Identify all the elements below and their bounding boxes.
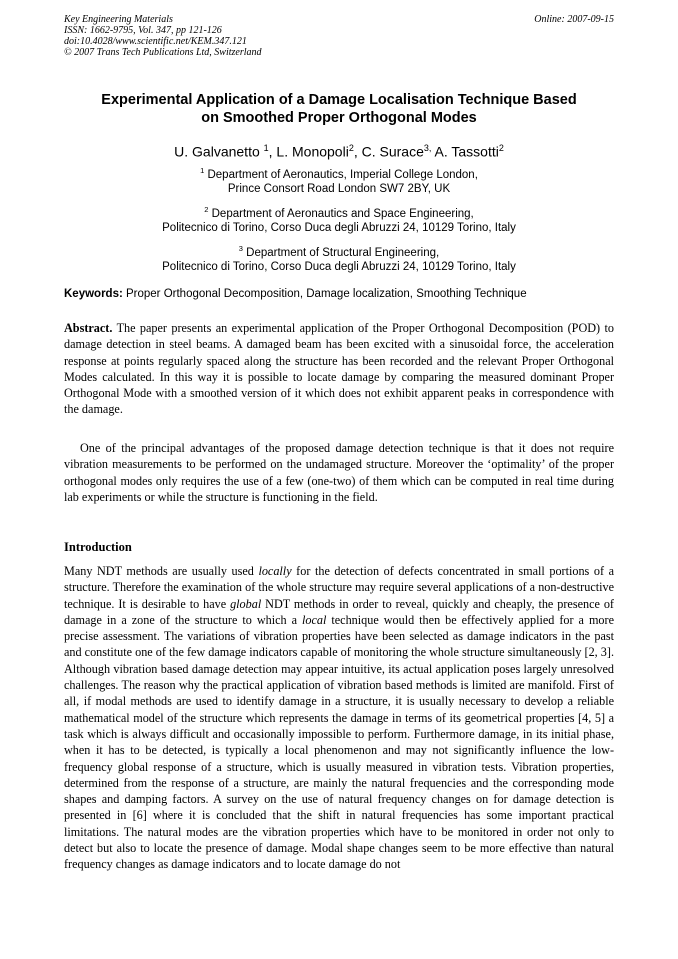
author-2: , L. Monopoli	[268, 143, 349, 160]
intro-text-3: NDT methods in order to reveal, quickly and cheaply, the presence of damage in a zone of the structure to which a	[64, 596, 614, 627]
journal-header	[64, 14, 614, 58]
paper-title	[64, 91, 614, 127]
affiliation-3-marker: 3	[238, 244, 243, 254]
intro-emph-global: global	[230, 596, 262, 611]
affiliation-2-marker: 2	[204, 205, 209, 215]
author-2-affil: 2	[348, 143, 354, 153]
summary-paragraph: One of the principal advantages of the proposed damage detection technique is that it does not require vibration measurements to be performed on the undamaged structure. Moreover the ‘optimality’ of the proper orthogonal modes only requires the use of a few (one-two) of them which can be computed in real time during lab experiments or while the structure is functioning in the field.	[64, 441, 614, 504]
affiliation-3-line1: Department of Structural Engineering,	[242, 246, 440, 259]
author-1-affil: 1	[263, 143, 269, 153]
affiliation-1-line2: Prince Consort Road London SW7 2BY, UK	[227, 183, 451, 196]
doi-line: doi:10.4028/www.scientific.net/KEM.347.121	[64, 36, 247, 47]
section-heading-introduction: Introduction	[64, 540, 132, 554]
keywords	[64, 287, 614, 301]
affiliation-1	[64, 164, 614, 197]
intro-text-2: for the detection of defects concentrated in small portions of a structure. Therefore the examination of the whole structure may require several applications of a non-destructive technique. It is desirable to have	[64, 564, 615, 611]
author-4: A. Tassotti	[431, 143, 499, 160]
author-1: U. Galvanetto	[174, 143, 264, 160]
journal-name: Key Engineering Materials	[64, 14, 173, 25]
intro-emph-local: local	[302, 612, 327, 627]
affiliation-3	[64, 242, 614, 275]
keywords-label: Keywords:	[64, 288, 123, 300]
author-list	[64, 139, 614, 161]
header-meta	[64, 14, 614, 58]
introduction-text	[64, 563, 614, 873]
affiliation-2-line1: Department of Aeronautics and Space Engineering,	[208, 207, 474, 220]
abstract	[64, 320, 614, 418]
copyright-line: © 2007 Trans Tech Publications Ltd, Switzerland	[64, 47, 262, 58]
affiliation-1-line1: Department of Aeronautics, Imperial College London,	[204, 168, 478, 181]
intro-text-4: technique would then be effectively applied for a more precise assessment. The variations of vibration properties have been selected as damage indicators in the past and constitute one of the few damage indicators capable of monitoring the whole structure simultaneously [2, 3]. Although vibration based damage detection may appear intuitive, its actual application poses largely unresolved challenges. The reason why the practical application of vibration based methods is limited are manifold. First of all, if modal methods are used to identify damage in a structure, it is usually necessary to develop a reliable mathematical model of the structure which represents the damage in terms of its geometrical properties [4, 5] a task which is always difficult and occasionally impossible to perform. Furthermore damage, in its initial phase, when it has to be detected, is typically a local phenomenon and may not significantly influence the low-frequency global response of a structure, which is usually measured in vibration tests. Vibration properties, determined from the response of a structure, are mainly the natural frequencies and the corresponding mode shapes and damping factors. A survey on the use of natural frequency changes on for damage detection is presented in [6] where it is concluded that the shift in natural frequencies has some important practical limitations. The natural modes are the vibration properties which have to be monitored in order not only to detect but also to locate the presence of damage. Modal shape changes seem to be more effective than natural frequency changes as damage indicators and to locate damage do not	[64, 612, 614, 872]
intro-emph-locally: locally	[258, 564, 292, 578]
online-date: Online: 2007-09-15	[534, 14, 614, 25]
intro-text-1: Many NDT methods are usually used	[64, 564, 259, 578]
affiliation-2	[64, 203, 614, 236]
affiliations	[64, 164, 614, 281]
author-3: , C. Surace	[353, 143, 424, 160]
author-3-affil: 3,	[423, 143, 432, 153]
abstract-text: The paper presents an experimental application of the Proper Orthogonal Decomposition (POD) to damage detection in steel beams. A damaged beam has been excited with a sinusoidal force, the acceleration response at points regularly spaced along the structure has been recorded and the relevant Proper Orthogonal Modes calculated. In this way it is possible to locate damage by comparing the measured dominant Proper Orthogonal Mode with a smoothed version of it which does not exhibit apparent peaks in correspondence with the damage.	[64, 321, 614, 417]
abstract-label: Abstract.	[64, 321, 113, 335]
title-line-1: Experimental Application of a Damage Localisation Technique Based	[101, 92, 577, 108]
keywords-text: Proper Orthogonal Decomposition, Damage localization, Smoothing Technique	[122, 288, 527, 300]
affiliation-1-marker: 1	[200, 166, 205, 175]
issn-line: ISSN: 1662-9795, Vol. 347, pp 121-126	[64, 25, 222, 36]
affiliation-2-line2: Politecnico di Torino, Corso Duca degli Abruzzi 24, 10129 Torino, Italy	[162, 222, 516, 235]
author-4-affil: 2	[498, 143, 504, 153]
affiliation-3-line2: Politecnico di Torino, Corso Duca degli Abruzzi 24, 10129 Torino, Italy	[162, 261, 516, 274]
title-line-2: on Smoothed Proper Orthogonal Modes	[201, 110, 477, 126]
